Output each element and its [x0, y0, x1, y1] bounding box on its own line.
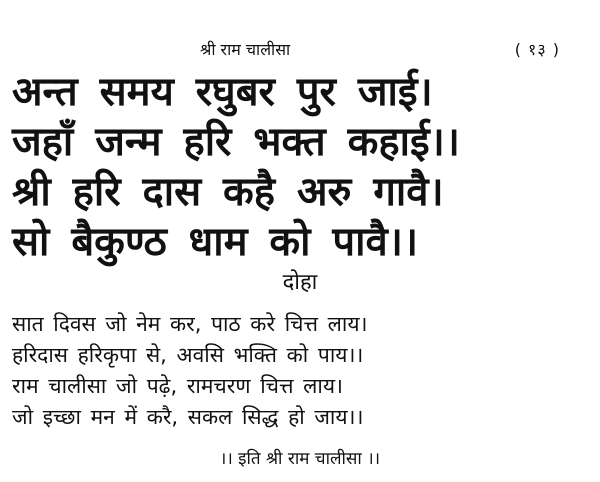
chaupai-line: श्री हरि दास कहै अरु गावै। — [12, 169, 444, 215]
page-header — [0, 38, 600, 62]
page-number: ( १३ ) — [514, 40, 560, 59]
doha-line: हरिदास हरिकृपा से, अवसि भक्ति को पाय।। — [12, 343, 364, 367]
chaupai-line: सो बैकुण्ठ धाम को पावै।। — [12, 219, 419, 265]
closing-line: ।। इति श्री राम चालीसा ।। — [219, 449, 381, 469]
page-title: श्री राम चालीसा — [200, 40, 291, 59]
doha-line: जो इच्छा मन में करै, सकल सिद्ध हो जाय।। — [12, 405, 364, 429]
doha-line: राम चालीसा जो पढ़े, रामचरण चित्त लाय। — [12, 374, 343, 398]
doha-heading: दोहा — [282, 270, 318, 295]
chaupai-line: जहाँ जन्म हरि भक्त कहाई।। — [12, 119, 460, 165]
doha-line: सात दिवस जो नेम कर, पाठ करे चित्त लाय। — [12, 312, 368, 336]
chaupai-line: अन्त समय रघुबर पुर जाई। — [12, 69, 433, 115]
